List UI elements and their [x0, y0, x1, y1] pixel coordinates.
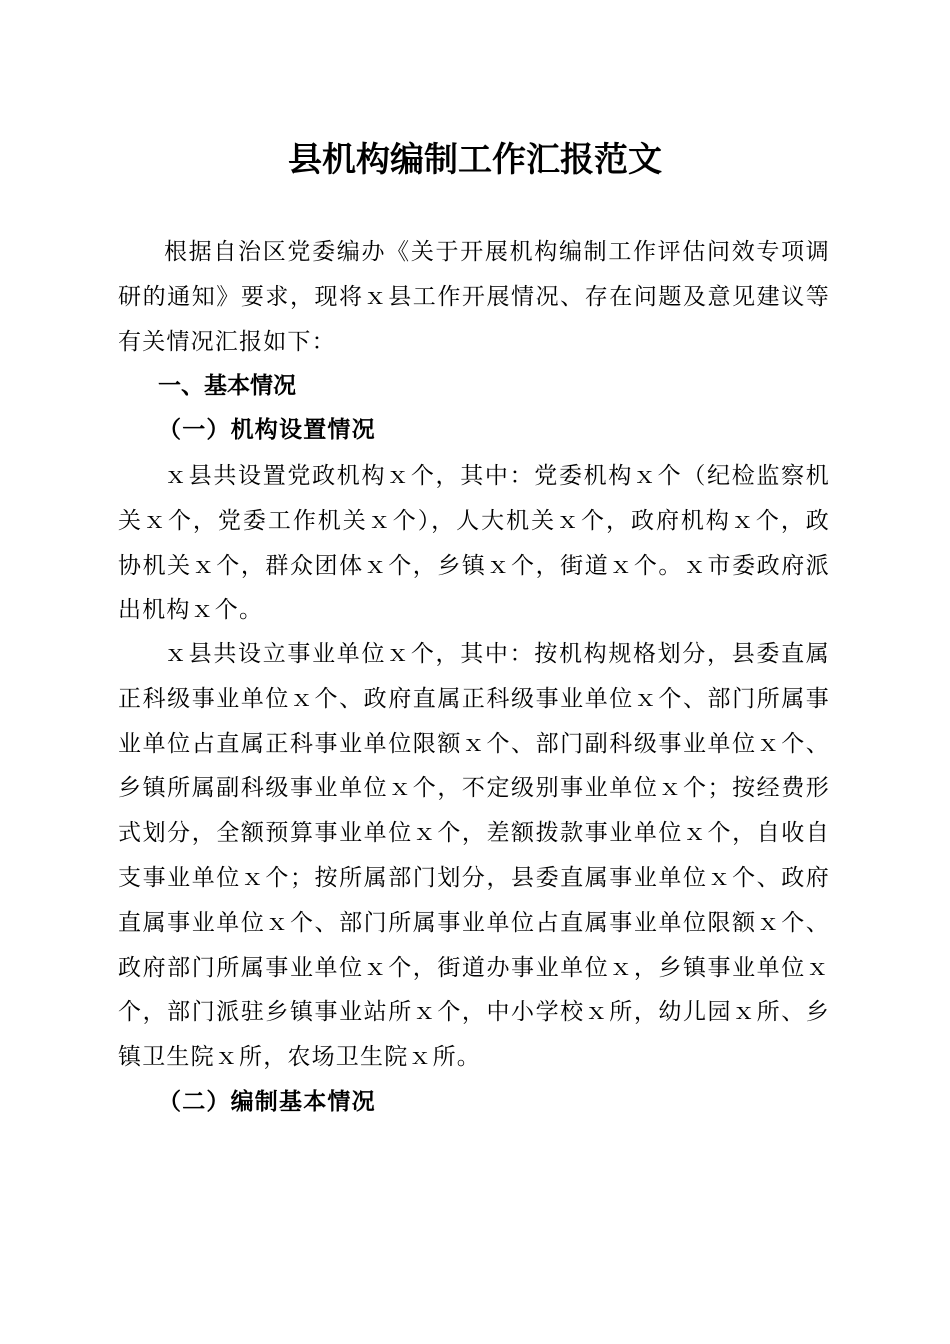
- subsection-heading-org-setup: （一）机构设置情况: [158, 416, 376, 443]
- org-setup-paragraph-1: ｘ县共设置党政机构ｘ个，其中：党委机构ｘ个（纪检监察机关ｘ个，党委工作机关ｘ个），人大机关ｘ个，政府机构ｘ个，政协机关ｘ个，群众团体ｘ个，乡镇ｘ个，街道ｘ个。ｘ市委政府派出机构ｘ个。: [118, 463, 830, 624]
- document-title: 县机构编制工作汇报范文: [288, 140, 662, 180]
- org-setup-paragraph-2: ｘ县共设立事业单位ｘ个，其中：按机构规格划分，县委直属正科级事业单位ｘ个、政府直属正科级事业单位ｘ个、部门所属事业单位占直属正科事业单位限额ｘ个、部门副科级事业单位ｘ个、乡镇所属副科级事业单位ｘ个，不定级别事业单位ｘ个；按经费形式划分，全额预算事业单位ｘ个，差额拨款事业单位ｘ个，自收自支事业单位ｘ个；按所属部门划分，县委直属事业单位ｘ个、政府直属事业单位ｘ个、部门所属事业单位占直属事业单位限额ｘ个、政府部门所属事业单位ｘ个，街道办事业单位ｘ，乡镇事业单位ｘ个，部门派驻乡镇事业站所ｘ个，中小学校ｘ所，幼儿园ｘ所、乡镇卫生院ｘ所，农场卫生院ｘ所。: [118, 641, 830, 1071]
- intro-paragraph: 根据自治区党委编办《关于开展机构编制工作评估问效专项调研的通知》要求，现将ｘ县工作开展情况、存在问题及意见建议等有关情况汇报如下：: [118, 239, 830, 355]
- section-heading-basic: 一、基本情况: [158, 373, 296, 399]
- subsection-heading-staffing: （二）编制基本情况: [158, 1088, 376, 1115]
